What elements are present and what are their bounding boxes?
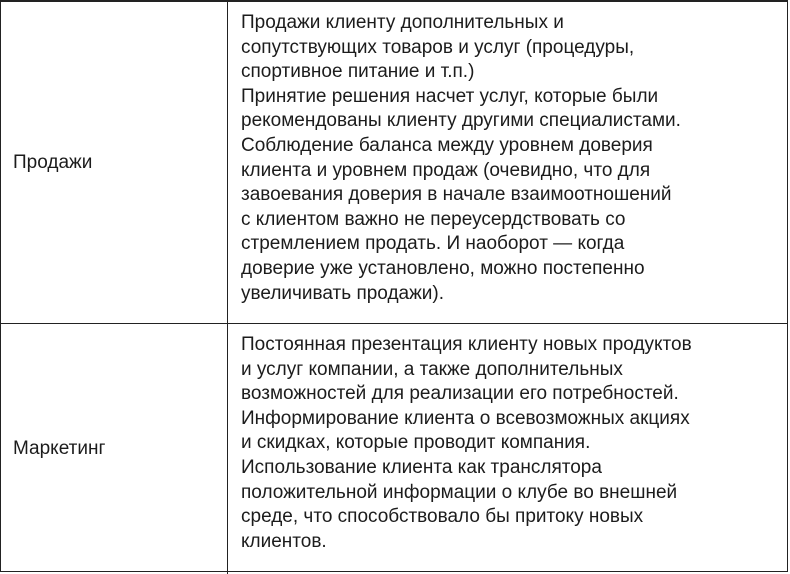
description-line: доверие уже установлено, можно постепенно bbox=[241, 257, 645, 279]
description-line: положительной информации о клубе во внешней bbox=[241, 481, 678, 503]
table-row-marketing bbox=[1, 324, 787, 574]
row-description-cell bbox=[229, 2, 787, 323]
description-line: клиента и уровнем продаж (очевидно, что для bbox=[241, 159, 651, 181]
description-line: Постоянная презентация клиенту новых продуктов bbox=[241, 334, 692, 355]
description-line: и услуг компании, а также дополнительных bbox=[241, 358, 623, 380]
description-line: с клиентом важно не переусердствовать со bbox=[241, 208, 626, 230]
row-description-cell bbox=[229, 324, 787, 574]
row-label: Продажи bbox=[13, 151, 93, 173]
description-line: Принятие решения насчет услуг, которые были bbox=[241, 85, 659, 107]
description-line: клиентов. bbox=[241, 530, 327, 552]
description-line: Использование клиента как транслятора bbox=[241, 456, 602, 478]
description-line: завоевания доверия в начале взаимоотношений bbox=[241, 184, 672, 206]
description-line: Соблюдение баланса между уровнем доверия bbox=[241, 134, 653, 156]
row-label: Маркетинг bbox=[13, 438, 106, 459]
description-line: увеличивать продажи). bbox=[241, 282, 445, 304]
description-line: стремлением продать. И наоборот — когда bbox=[241, 233, 625, 255]
description-line: Продажи клиенту дополнительных и bbox=[241, 12, 564, 33]
description-line: среде, что способствовало бы притоку новых bbox=[241, 506, 644, 528]
description-line: Информирование клиента о всевозможных акциях bbox=[241, 407, 690, 429]
description-line: рекомендованы клиенту другими специалистами. bbox=[241, 110, 681, 132]
table-row-sales bbox=[1, 2, 787, 324]
row-label-cell bbox=[1, 324, 228, 574]
description-line: спортивное питание и т.п.) bbox=[241, 61, 475, 83]
row-label-cell bbox=[1, 2, 228, 323]
description-line: сопутствующих товаров и услуг (процедуры, bbox=[241, 36, 635, 58]
description-line: и скидках, которые проводит компания. bbox=[241, 432, 591, 454]
description-line: возможностей для реализации его потребностей. bbox=[241, 383, 679, 405]
